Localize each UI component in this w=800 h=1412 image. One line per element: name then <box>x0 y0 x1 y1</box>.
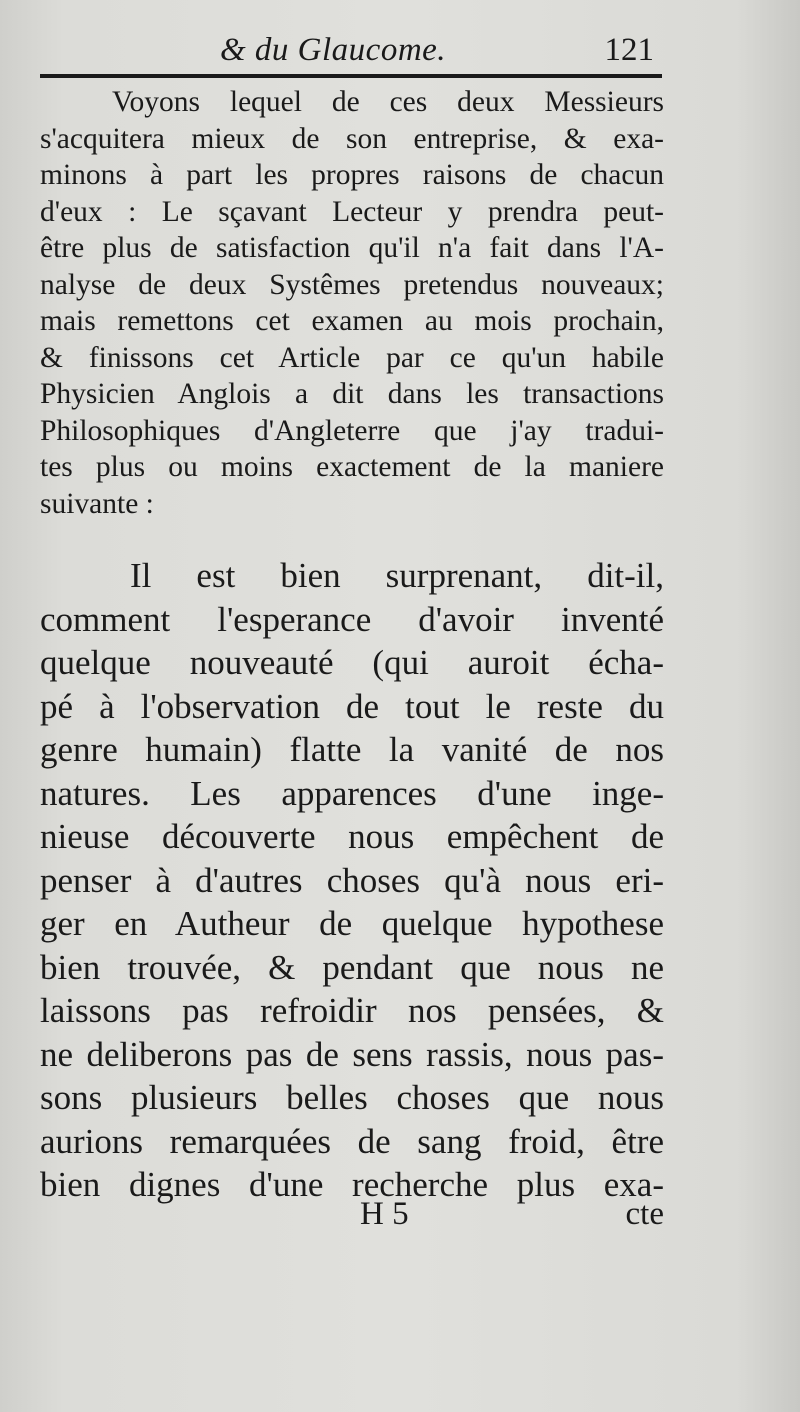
body-text <box>40 84 664 1207</box>
page-footer <box>40 1196 664 1236</box>
text-line: natures. Les apparences d'une inge- <box>40 773 664 813</box>
text-line: Physicien Anglois a dit dans les transactions <box>40 378 664 410</box>
header-rule <box>40 74 662 78</box>
text-line: mais remettons cet examen au mois prochain, <box>40 305 664 337</box>
paragraph-2 <box>40 554 664 1207</box>
page-header <box>40 28 660 76</box>
text-line: genre humain) flatte la vanité de nos <box>40 730 664 769</box>
text-line: pé à l'observation de tout le reste du <box>40 686 664 726</box>
signature-mark: H 5 <box>360 1196 409 1232</box>
text-line: ger en Autheur de quelque hypothese <box>40 904 664 943</box>
text-line: & finissons cet Article par ce qu'un habile <box>40 341 664 374</box>
text-line: minons à part les propres raisons de chacun <box>40 159 664 191</box>
paragraph-1 <box>40 84 664 522</box>
text-line: laissons pas refroidir nos pensées, & <box>40 991 664 1030</box>
text-line: être plus de satisfaction qu'il n'a fait dans l'A- <box>40 232 664 264</box>
text-line: suivante : <box>40 487 154 520</box>
text-line: penser à d'autres choses qu'à nous eri- <box>40 860 664 900</box>
text-line: Voyons lequel de ces deux Messieurs <box>112 86 664 118</box>
text-line: nalyse de deux Systêmes pretendus nouveaux; <box>40 268 664 301</box>
text-line: d'eux : Le sçavant Lecteur y prendra peut- <box>40 195 664 228</box>
text-line: tes plus ou moins exactement de la maniere <box>40 451 664 483</box>
text-line: s'acquitera mieux de son entreprise, & exa- <box>40 122 664 155</box>
text-line: Il est bien surprenant, dit-il, <box>130 556 664 595</box>
text-line: bien trouvée, & pendant que nous ne <box>40 947 664 987</box>
running-title: & du Glaucome. <box>220 32 447 68</box>
catchword: cte <box>625 1196 664 1232</box>
text-line: ne deliberons pas de sens rassis, nous pas- <box>40 1034 664 1074</box>
text-line: bien dignes d'une recherche plus exa- <box>40 1165 664 1204</box>
text-line: Philosophiques d'Angleterre que j'ay tradui- <box>40 414 664 447</box>
text-line: aurions remarquées de sang froid, être <box>40 1121 664 1161</box>
text-line: quelque nouveauté (qui auroit écha- <box>40 643 664 682</box>
text-line: sons plusieurs belles choses que nous <box>40 1078 664 1117</box>
text-line: comment l'esperance d'avoir inventé <box>40 599 664 639</box>
text-line: nieuse découverte nous empêchent de <box>40 817 664 856</box>
page-number: 121 <box>604 32 654 68</box>
